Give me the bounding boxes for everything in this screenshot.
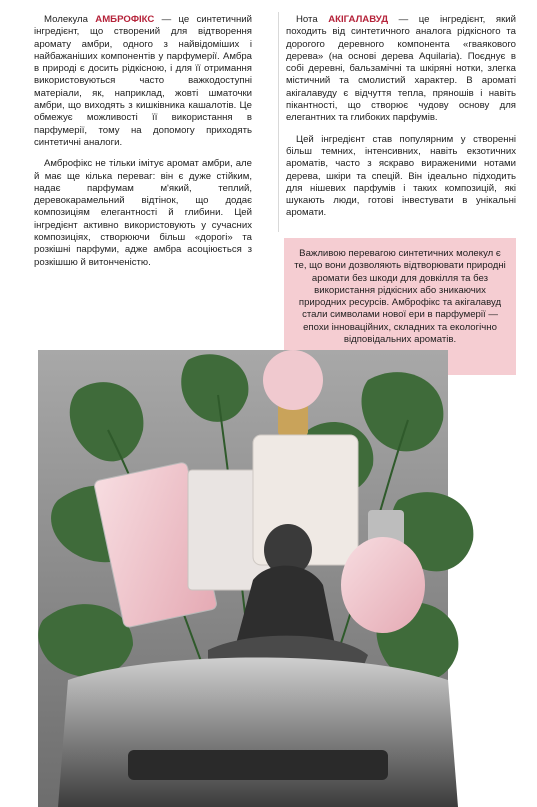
- akigalawood-usage-paragraph: Цей інгредієнт став популярним у створенні більш темних, інтенсивних, навіть екзотичних ароматів, часто з яскраво вираженими нотами дерева, шкіри та спецій. Він ідеально підходить для нішевих парфумів і таких композицій, які шукають люди, готові інвестувати в унікальні аромати.: [286, 133, 516, 219]
- right-text-column: [286, 14, 516, 229]
- akigalawood-term: АКІГАЛАВУД: [328, 14, 389, 25]
- perfume-collage-image: [38, 350, 490, 807]
- paragraph-lead: Молекула: [44, 14, 88, 25]
- round-pink-bottle: [341, 537, 425, 633]
- pink-bottle-cap: [263, 350, 323, 410]
- ambrofix-description: — це синтетичний інгредієнт, що створений для відтворення аромату амбри, одного з найвідоміших і найбажаніших компонентів у парфумерії. Амбра в природі є досить рідкісною, і для її отримання використовуються часто важкодоступні матеріали, як, наприклад, жовті шматочки амбри, що виходять з кишківника кашалотів. Це обмежує можливості її використання в парфумерії, тому на допомогу приходять синтетичні аналоги.: [34, 14, 252, 148]
- ambrofix-benefits-paragraph: Амброфікс не тільки імітує аромат амбри, але й має ще кілька переваг: він є дуже стійким, надає парфумам м'який, теплий, деревокарамельний відтінок, що додає композиціям елегантності й глибини. Цей інгредієнт активно використовують у сучасних композиціях, створюючи більш «дорогі» та розкішні парфуми, адже амбра асоціюється з розкішшю й витонченістю.: [34, 158, 252, 268]
- paragraph-lead: Нота: [296, 14, 318, 25]
- vintage-car: [58, 658, 458, 807]
- collage-illustration: [38, 350, 490, 807]
- column-divider: [278, 12, 279, 232]
- akigalawood-description: — це інгредієнт, який походить від синтетичного аналога рідкісного та дорогого деревного компонента «гваякового дерева» (на основі дерева Aquilaria). Поєднує в собі деревні, бальзамічні та шкіряні нотки, злегка містичний та смолистий характер. В ароматі акігалавуду є відчуття тепла, пряношів і навіть пікантності, що створює чудову основу для елегантних та глибоких парфумів.: [286, 14, 516, 124]
- ambrofix-term: АМБРОФІКС: [95, 14, 155, 25]
- left-text-column: [34, 14, 252, 278]
- callout-text: Важливою перевагою синтетичних молекул є те, що вони дозволяють відтворювати природні аромати без шкоди для довкілля та без використання рідкісних або зникаючих природних ресурсів. Амброфікс та акігалавуд стали символами нової ери в парфумерії — епохи інноваційних, складних та екологічно відповідальних ароматів.: [294, 248, 506, 346]
- akigalawood-paragraph: [286, 14, 516, 125]
- ambrofix-paragraph: [34, 14, 252, 149]
- car-grille: [128, 750, 388, 780]
